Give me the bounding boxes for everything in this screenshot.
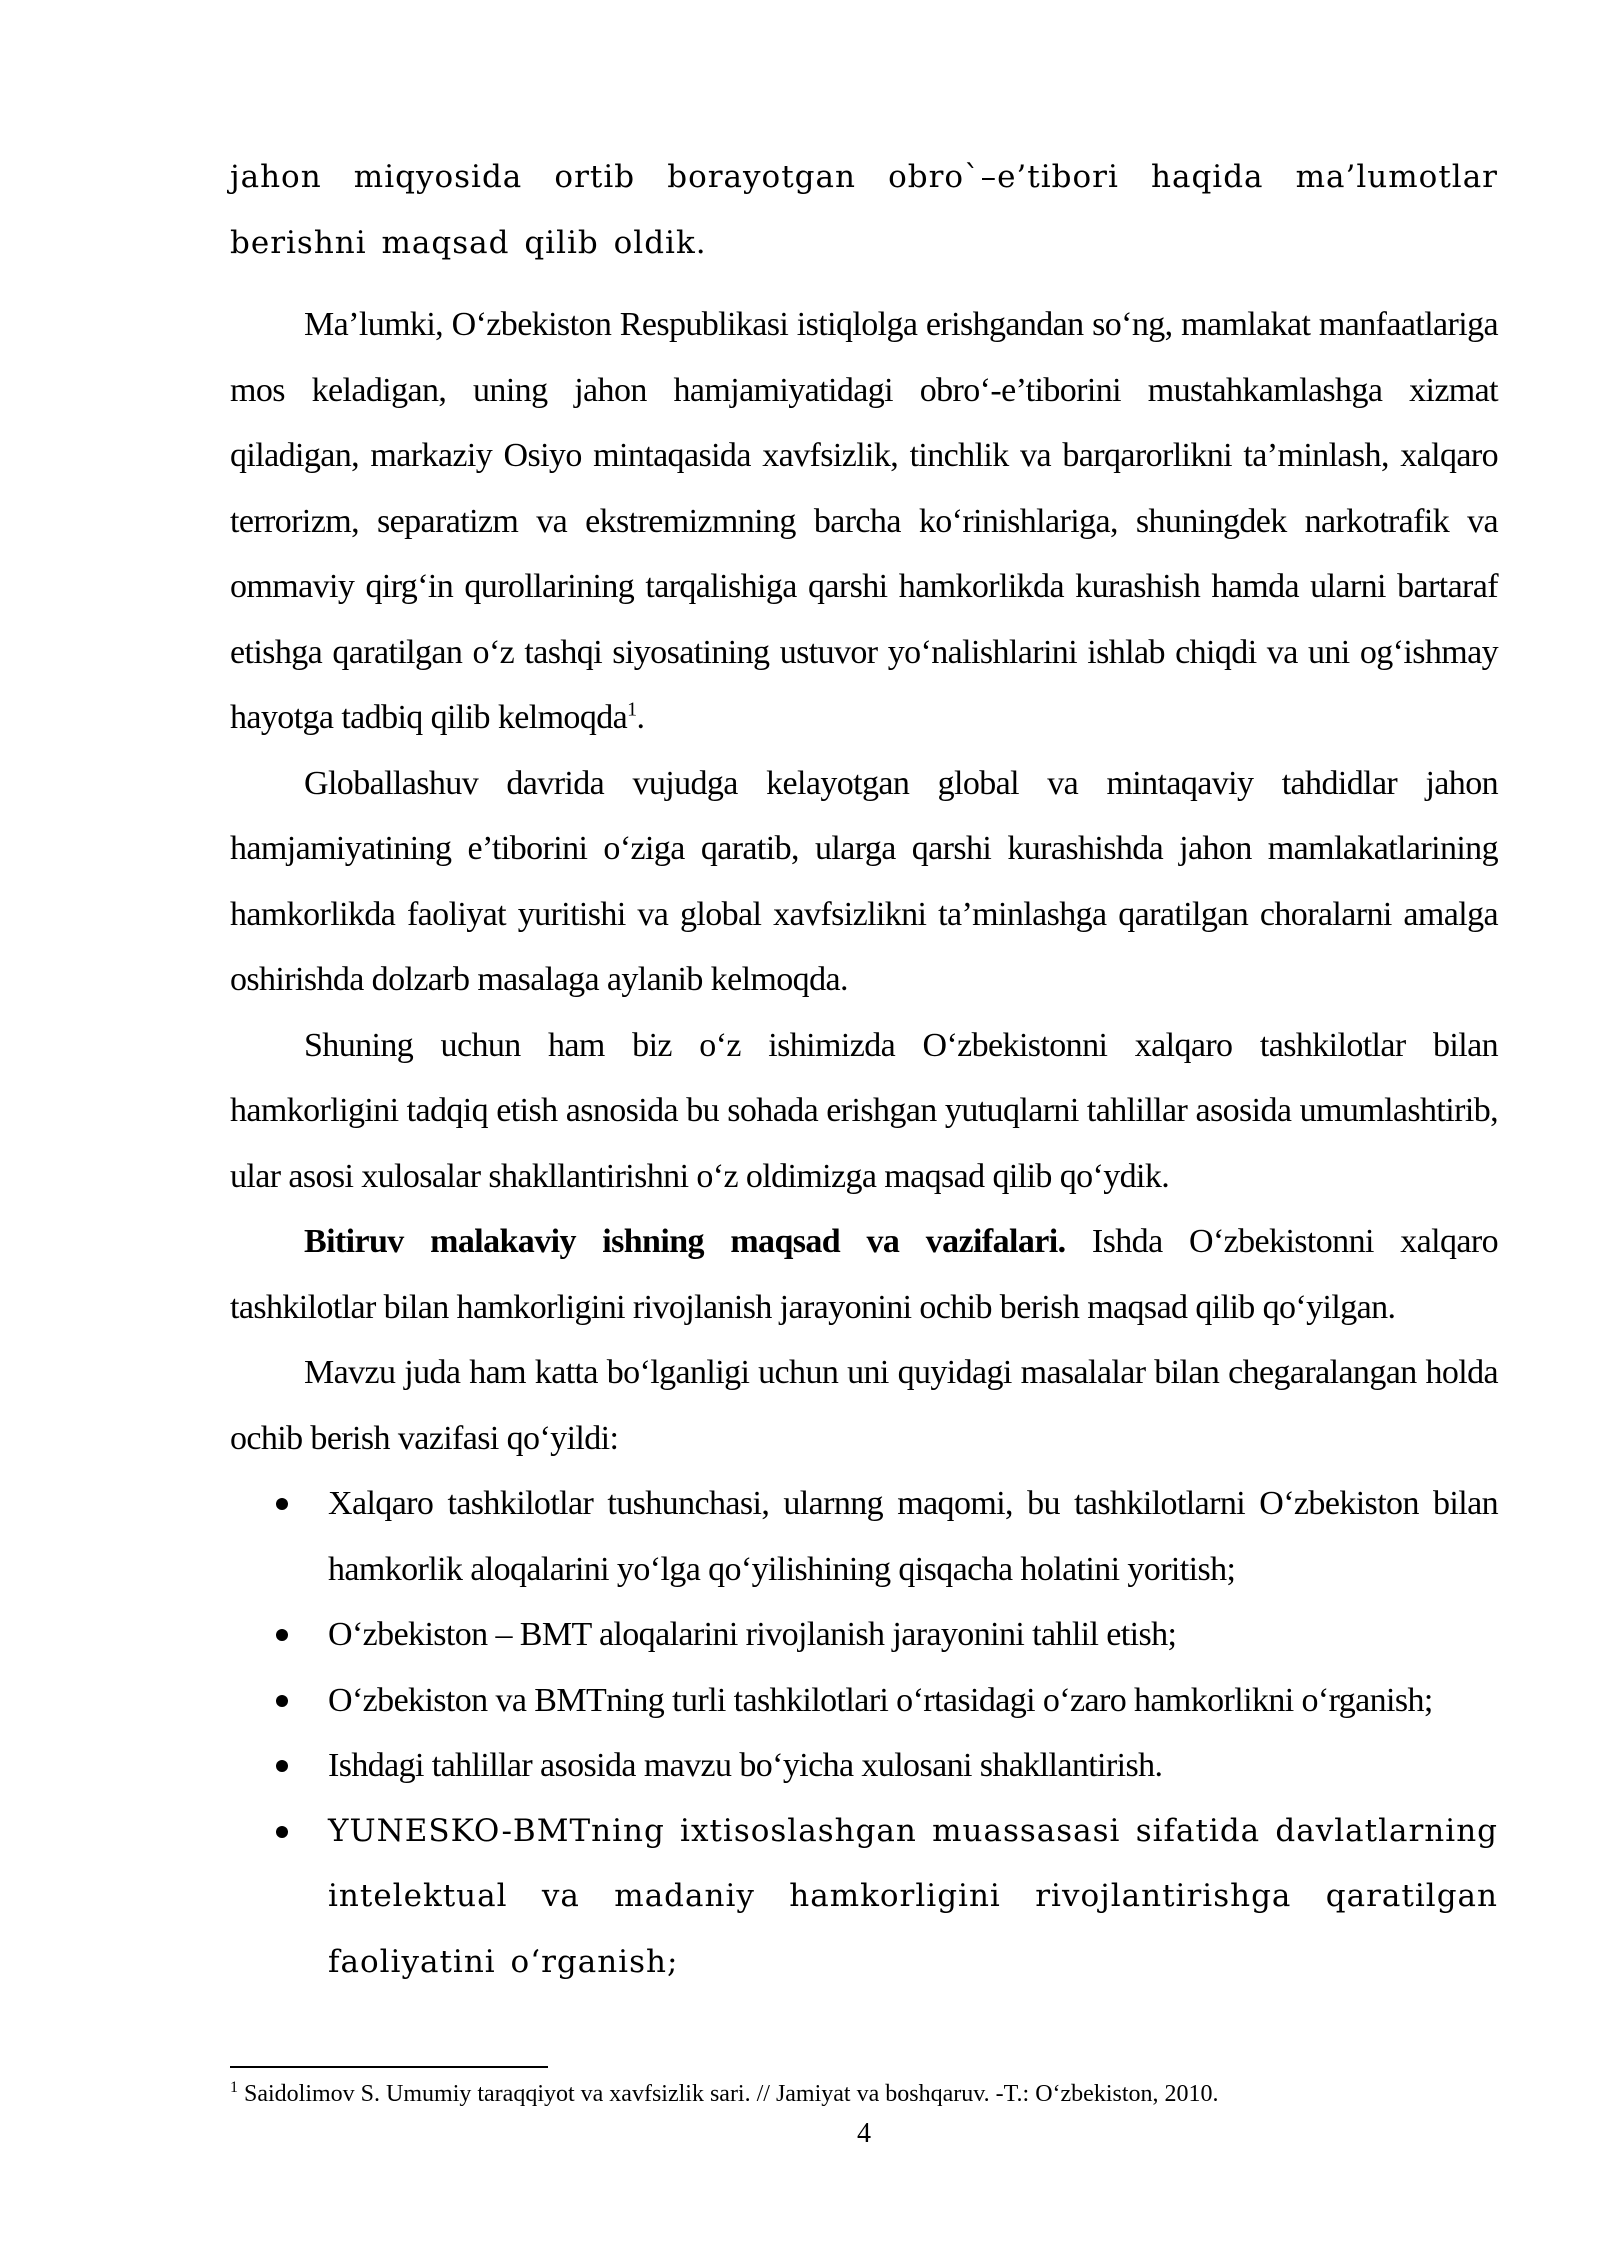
list-item-text: Xalqaro tashkilotlar tushunchasi, ularnng maqomi, bu tashkilotlarni O‘zbekiston bilan hamkorlik aloqalarini yo‘lga qo‘yilishining qisqacha holatini yoritish;: [328, 1485, 1498, 1588]
paragraph-intro: [230, 145, 1498, 276]
paragraph-tasks-intro: [230, 1340, 1498, 1471]
footnote-text: Saidolimov S. Umumiy taraqqiyot va xavfsizlik sari. // Jamiyat va boshqaruv. -T.: O‘zbekiston, 2010.: [238, 2081, 1219, 2107]
list-item: [230, 1668, 1498, 1734]
list-item-text: O‘zbekiston va BMTning turli tashkilotlari o‘rtasidagi o‘zaro hamkorlikni o‘rganish;: [328, 1681, 1433, 1719]
paragraph-goals: [230, 1209, 1498, 1340]
paragraph-globalization-text: Globallashuv davrida vujudga kelayotgan global va mintaqaviy tahdidlar jahon hamjamiyatining e’tiborini o‘ziga qaratib, ularga qarshi kurashishda jahon mamlakatlarining hamkorlikda faoliyat yuritishi va global xavfsizlikni ta’minlashga qaratilgan choralarni amalga oshirishda dolzarb masalaga aylanib kelmoqda.: [230, 764, 1498, 998]
bullet-icon: [276, 1826, 288, 1838]
paragraph-tasks-intro-text: Mavzu juda ham katta bo‘lganligi uchun uni quyidagi masalalar bilan chegaralangan holda ochib berish vazifasi qo‘yildi:: [230, 1354, 1498, 1457]
bullet-icon: [276, 1498, 288, 1510]
bullet-icon: [276, 1760, 288, 1772]
footnote-marker: 1: [230, 2079, 238, 2096]
footnote-reference: 1: [627, 698, 637, 721]
footnote-separator: [230, 2066, 548, 2068]
list-item: [230, 1471, 1498, 1602]
bullet-icon: [276, 1695, 288, 1707]
goals-text: Ishda O‘zbekistonni xalqaro tashkilotlar bilan hamkorligini rivojlanish jarayonini ochib berish maqsad qilib qo‘yilgan.: [230, 1223, 1498, 1326]
list-item: [230, 1733, 1498, 1799]
document-body: [230, 145, 1498, 1995]
paragraph-independence-end: .: [636, 699, 645, 736]
list-item: [230, 1799, 1498, 1996]
paragraph-independence-text: Ma’lumki, O‘zbekiston Respublikasi istiqlolga erishgandan so‘ng, mamlakat manfaatlariga mos keladigan, uning jahon hamjamiyatidagi obro‘-e’tiborini mustahkamlashga xizmat qiladigan, markaziy Osiyo mintaqasida xavfsizlik, tinchlik va barqarorlikni ta’minlash, xalqaro terrorizm, separatizm va ekstremizmning barcha ko‘rinishlariga, shuningdek narkotrafik va ommaviy qirg‘in qurollarining tarqalishiga qarshi hamkorlikda kurashish hamda ularni bartaraf etishga qaratilgan o‘z tashqi siyosatining ustuvor yo‘nalishlarini ishlab chiqdi va uni og‘ishmay hayotga tadbiq qilib kelmoqda: [230, 306, 1498, 736]
paragraph-independence: [230, 292, 1498, 751]
page-number: 4: [857, 2118, 871, 2149]
task-list: [230, 1471, 1498, 1995]
footnote: [230, 2076, 1498, 2112]
list-item: [230, 1602, 1498, 1668]
paragraph-research-scope-text: Shuning uchun ham biz o‘z ishimizda O‘zbekistonni xalqaro tashkilotlar bilan hamkorligini tadqiq etish asnosida bu sohada erishgan yutuqlarni tahlillar asosida umumlashtirib, ular asosi xulosalar shakllantirishni o‘z oldimizga maqsad qilib qo‘ydik.: [230, 1026, 1498, 1195]
list-item-text: Ishdagi tahlillar asosida mavzu bo‘yicha xulosani shakllantirish.: [328, 1747, 1163, 1784]
list-item-text: O‘zbekiston – BMT aloqalarini rivojlanish jarayonini tahlil etish;: [328, 1616, 1177, 1653]
goals-heading: Bitiruv malakaviy ishning maqsad va vazifalari.: [304, 1223, 1066, 1260]
paragraph-globalization: [230, 751, 1498, 1013]
list-item-text: YUNESKO-BMTning ixtisoslashgan muassasasi sifatida davlatlarning intelektual va madaniy hamkorligini rivojlantirishga qaratilgan faoliyatini o‘rganish;: [328, 1812, 1498, 1980]
paragraph-research-scope: [230, 1013, 1498, 1210]
bullet-icon: [276, 1629, 288, 1641]
paragraph-intro-text: jahon miqyosida ortib borayotgan obro`–e’tibori haqida ma’lumotlar berishni maqsad qilib oldik.: [230, 159, 1498, 261]
